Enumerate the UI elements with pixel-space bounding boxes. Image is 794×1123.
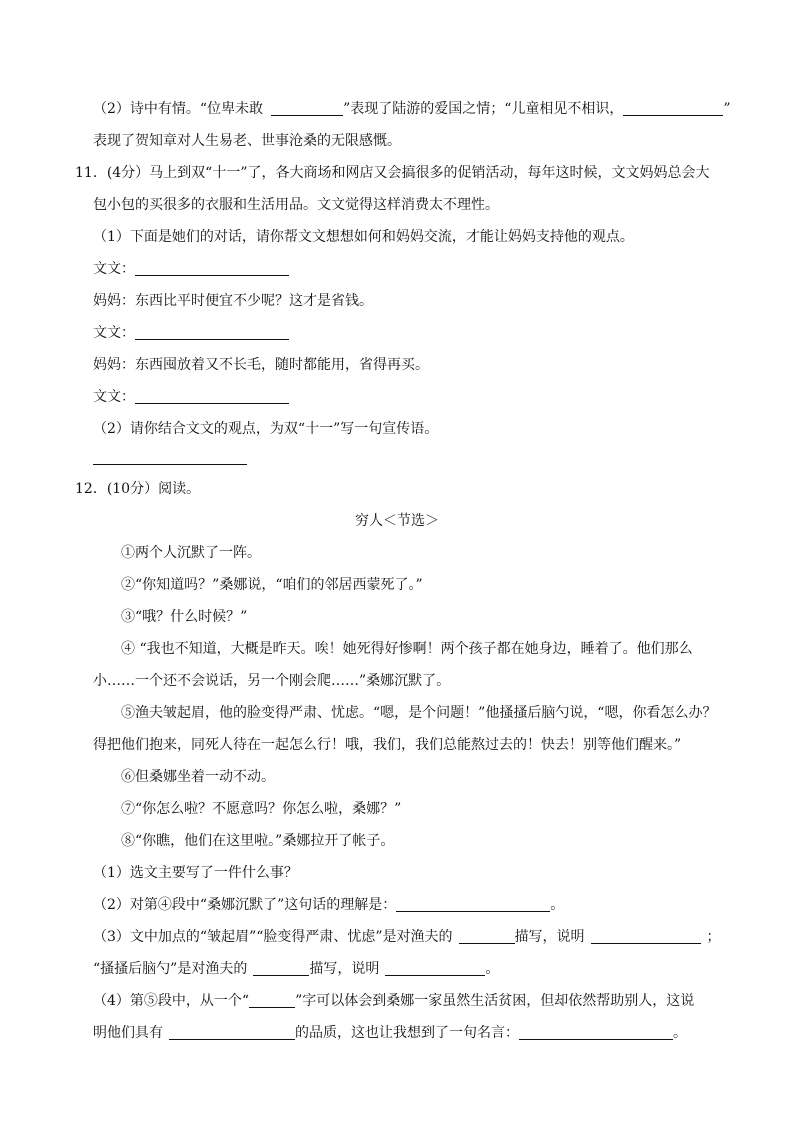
passage-para-4-line-2: 小……一个还不会说话，另一个刚会爬……”桑娜沉默了。 <box>93 673 451 689</box>
passage-para-5-line-1: ⑤渔夫皱起眉，他的脸变得严肃、忧虑。“嗯，是个问题！”他搔搔后脑勺说，“嗯，你看怎么办？ <box>121 705 717 721</box>
answer-blank[interactable] <box>385 961 485 976</box>
answer-blank[interactable] <box>271 101 343 116</box>
answer-blank[interactable] <box>249 993 295 1008</box>
q12-q3-text-f: 。 <box>485 961 500 977</box>
q11-part-2: （2）请你结合文文的观点，为双“十一”写一句宣传语。 <box>93 421 439 437</box>
answer-blank[interactable] <box>396 897 550 912</box>
q12-q2-text: （2）对第④段中“桑娜沉默了”这句话的理解是： <box>93 897 397 913</box>
speaker-wenwen: 文文： <box>93 325 135 341</box>
answer-blank[interactable] <box>93 450 247 465</box>
q12-q2-end: 。 <box>550 897 565 913</box>
q12-question-3-line-2 <box>93 959 499 979</box>
dialogue-wenwen-3 <box>93 387 289 407</box>
passage-para-5-line-2: 得把他们抱来，同死人待在一起怎么行！哦，我们，我们总能熬过去的！快去！别等他们醒来。” <box>93 737 682 753</box>
q12-q4-text-e: 。 <box>673 1025 687 1041</box>
dialogue-wenwen-1 <box>93 259 289 279</box>
q12-q4-text-c: 明他们具有 <box>93 1025 163 1041</box>
q12-q3-text-e: 描写，说明 <box>309 961 380 977</box>
q12-question-4-line-2 <box>93 1023 687 1043</box>
answer-blank[interactable] <box>519 1025 673 1040</box>
q12-q3-text-c: ； <box>706 929 721 945</box>
passage-para-6: ⑥但桑娜坐着一动不动。 <box>121 769 275 785</box>
q10-2-line <box>93 99 731 119</box>
passage-para-8: ⑧“你瞧，他们在这里啦。”桑娜拉开了帐子。 <box>121 833 395 849</box>
answer-blank[interactable] <box>591 929 701 944</box>
passage-para-2: ②“你知道吗？”桑娜说，“咱们的邻居西蒙死了。” <box>121 577 423 593</box>
passage-para-4-line-1: ④ “我也不知道，大概是昨天。唉！她死得好惨啊！两个孩子都在她身边，睡着了。他们那么 <box>121 641 693 657</box>
passage-para-1: ①两个人沉默了一阵。 <box>121 545 261 561</box>
answer-blank[interactable] <box>253 961 309 976</box>
dialogue-mom-2: 妈妈：东西囤放着又不长毛，随时都能用，省得再买。 <box>93 357 429 373</box>
passage-para-7: ⑦“你怎么啦？不愿意吗？你怎么啦，桑娜？” <box>121 801 402 817</box>
q10-2-text-c: ” <box>723 101 731 117</box>
q10-2-text-b: ”表现了陆游的爱国之情；“儿童相见不相识， <box>343 101 624 117</box>
q12-question-3-line-1 <box>93 927 721 947</box>
speaker-wenwen: 文文： <box>93 261 135 277</box>
q12-q3-text-b: 描写，说明 <box>514 929 585 945</box>
q12-question-4-line-1 <box>93 991 694 1011</box>
passage-para-3: ③“哦？什么时候？” <box>121 609 248 625</box>
q12-q4-text-d: 的品质，这也让我想到了一句名言： <box>295 1025 519 1041</box>
q10-2-line-2: 表现了贺知章对人生易老、世事沧桑的无限感慨。 <box>93 133 401 149</box>
q12-heading: 12．(10分）阅读。 <box>75 481 201 497</box>
dialogue-mom-1: 妈妈：东西比平时便宜不少呢？这才是省钱。 <box>93 293 373 309</box>
q12-q3-text-a: （3）文中加点的“皱起眉”“脸变得严肃、忧虑”是对渔夫的 <box>93 929 453 945</box>
q11-heading: 11．(4分）马上到双“十一”了，各大商场和网店又会搞很多的促销活动，每年这时候，文文妈妈总会大 <box>75 165 710 181</box>
q11-heading-2: 包小包的买很多的衣服和生活用品。文文觉得这样消费太不理性。 <box>93 197 499 213</box>
answer-blank[interactable] <box>135 261 289 276</box>
q12-q4-text-b: ”字可以体会到桑娜一家虽然生活贫困，但却依然帮助别人，这说 <box>295 993 695 1009</box>
slogan-line <box>93 448 247 468</box>
dialogue-wenwen-2 <box>93 323 289 343</box>
speaker-wenwen: 文文： <box>93 389 135 405</box>
answer-blank[interactable] <box>169 1025 295 1040</box>
answer-blank[interactable] <box>459 929 515 944</box>
q12-q3-text-d: “搔搔后脑勺”是对渔夫的 <box>93 961 248 977</box>
answer-blank[interactable] <box>623 101 723 116</box>
answer-blank[interactable] <box>135 325 289 340</box>
answer-blank[interactable] <box>135 389 289 404</box>
q12-q4-text-a: （4）第⑤段中，从一个“ <box>93 993 250 1009</box>
q10-2-text-a: （2）诗中有情。“位卑未敢 <box>93 101 264 117</box>
q12-question-2 <box>93 895 564 915</box>
passage-title: 穷人＜节选＞ <box>355 513 439 529</box>
q11-part-1: （1）下面是她们的对话，请你帮文文想想如何和妈妈交流，才能让妈妈支持他的观点。 <box>93 229 634 245</box>
q12-question-1: （1）选文主要写了一件什么事？ <box>93 865 298 881</box>
